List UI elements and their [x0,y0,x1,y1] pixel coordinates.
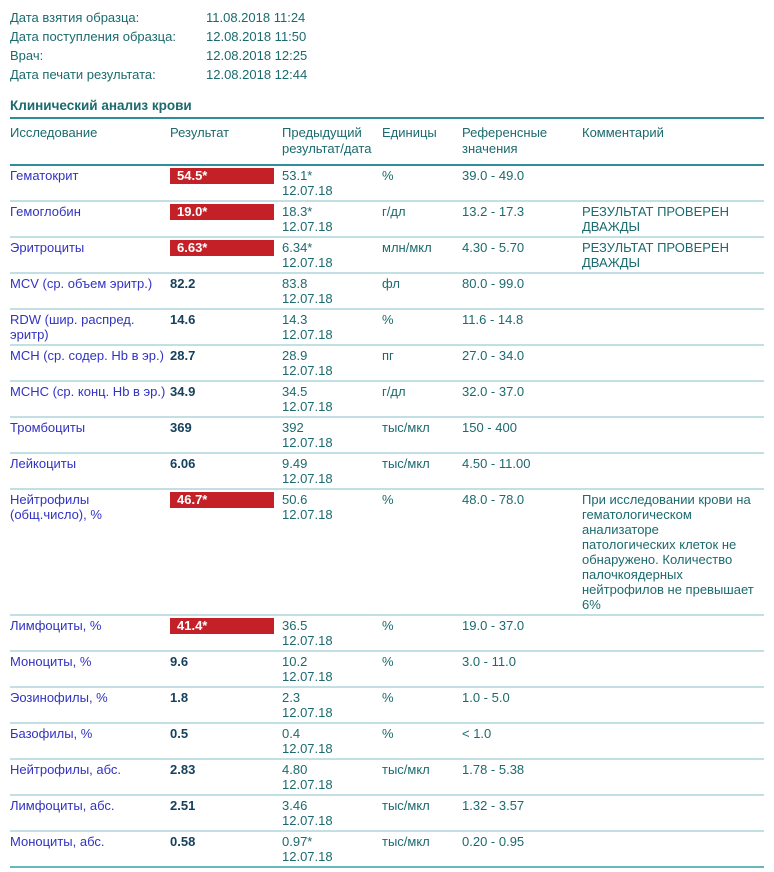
test-name-label: Гематокрит [10,168,79,183]
table-row [10,651,764,687]
previous-result-cell [282,687,382,723]
test-name-cell [10,651,170,687]
test-name-cell [10,381,170,417]
previous-date: 12.07.18 [282,471,333,486]
test-name-cell [10,687,170,723]
units-cell [382,831,462,867]
result-cell [170,795,282,831]
test-name-cell [10,723,170,759]
section-title: Клинический анализ крови [10,98,192,113]
previous-result-cell [282,831,382,867]
table-row [10,201,764,237]
previous-result-cell [282,309,382,345]
units-value: тыс/мкл [382,762,430,777]
comment-cell [582,237,764,273]
meta-label: Врач: [10,48,44,63]
previous-value: 392 [282,420,304,435]
units-value: тыс/мкл [382,420,430,435]
units-cell [382,237,462,273]
previous-result-cell [282,273,382,309]
comment-text: РЕЗУЛЬТАТ ПРОВЕРЕН ДВАЖДЫ [582,204,729,234]
result-cell [170,309,282,345]
result-cell [170,651,282,687]
reference-range-cell [462,795,582,831]
reference-range-value: 13.2 - 17.3 [462,204,525,219]
previous-value: 53.1* [282,168,313,183]
previous-date: 12.07.18 [282,291,333,306]
previous-value: 2.3 [282,690,301,705]
col-header-units: Единицы [382,118,462,165]
reference-range-value: 48.0 - 78.0 [462,492,525,507]
result-value: 34.9 [170,384,196,399]
reference-range-cell [462,273,582,309]
units-value: тыс/мкл [382,798,430,813]
previous-value: 3.46 [282,798,308,813]
table-row [10,489,764,615]
result-value: 9.6 [170,654,189,669]
units-cell [382,345,462,381]
units-cell [382,687,462,723]
units-cell [382,651,462,687]
meta-row [10,27,764,46]
result-cell [170,165,282,201]
result-cell [170,237,282,273]
test-name-label: MCH (ср. содер. Hb в эр.) [10,348,164,363]
previous-value: 0.4 [282,726,301,741]
reference-range-value: 4.30 - 5.70 [462,240,525,255]
test-name-label: Нейтрофилы (общ.число), % [10,492,102,522]
reference-range-value: 0.20 - 0.95 [462,834,525,849]
previous-date: 12.07.18 [282,813,333,828]
reference-range-cell [462,615,582,651]
test-name-cell [10,417,170,453]
col-header-result: Результат [170,118,282,165]
previous-result-cell [282,237,382,273]
previous-value: 36.5 [282,618,308,633]
comment-cell [582,345,764,381]
meta-label: Дата поступления образца: [10,29,176,44]
col-header-reference: Референсные значения [462,118,582,165]
result-value: 41.4* [170,618,274,634]
previous-date: 12.07.18 [282,741,333,756]
previous-date: 12.07.18 [282,255,333,270]
test-name-cell [10,831,170,867]
result-value: 6.63* [170,240,274,256]
test-name-cell [10,273,170,309]
comment-cell [582,615,764,651]
result-cell [170,201,282,237]
reference-range-value: 80.0 - 99.0 [462,276,525,291]
meta-row [10,8,764,27]
units-value: % [382,312,394,327]
units-cell [382,165,462,201]
test-name-cell [10,795,170,831]
units-cell [382,723,462,759]
previous-value: 6.34* [282,240,313,255]
test-name-label: RDW (шир. распред. эритр) [10,312,135,342]
previous-result-cell [282,201,382,237]
reference-range-value: 3.0 - 11.0 [462,654,516,669]
reference-range-cell [462,309,582,345]
previous-value: 50.6 [282,492,308,507]
previous-value: 14.3 [282,312,308,327]
test-name-cell [10,165,170,201]
previous-date: 12.07.18 [282,435,333,450]
reference-range-cell [462,489,582,615]
meta-row [10,65,764,84]
previous-date: 12.07.18 [282,399,333,414]
previous-result-cell [282,489,382,615]
test-name-label: Моноциты, абс. [10,834,105,849]
test-name-cell [10,615,170,651]
comment-cell [582,417,764,453]
reference-range-cell [462,651,582,687]
units-cell [382,795,462,831]
previous-value: 4.80 [282,762,308,777]
reference-range-cell [462,723,582,759]
test-name-cell [10,237,170,273]
comment-cell [582,273,764,309]
units-cell [382,273,462,309]
result-value: 0.58 [170,834,196,849]
test-name-cell [10,759,170,795]
result-value: 1.8 [170,690,189,705]
reference-range-cell [462,831,582,867]
meta-value: 12.08.2018 12:44 [206,67,308,82]
reference-range-value: 32.0 - 37.0 [462,384,525,399]
test-name-label: Моноциты, % [10,654,92,669]
col-header-comment: Комментарий [582,118,764,165]
reference-range-value: 27.0 - 34.0 [462,348,525,363]
table-row [10,831,764,867]
previous-date: 12.07.18 [282,183,333,198]
reference-range-cell [462,237,582,273]
previous-date: 12.07.18 [282,327,333,342]
test-name-label: Тромбоциты [10,420,86,435]
table-row [10,417,764,453]
previous-result-cell [282,165,382,201]
units-value: фл [382,276,400,291]
comment-cell [582,651,764,687]
previous-result-cell [282,381,382,417]
previous-date: 12.07.18 [282,669,333,684]
comment-cell [582,201,764,237]
test-name-label: Лейкоциты [10,456,77,471]
comment-cell [582,831,764,867]
comment-cell [582,453,764,489]
result-value: 46.7* [170,492,274,508]
reference-range-cell [462,381,582,417]
test-name-cell [10,345,170,381]
previous-date: 12.07.18 [282,777,333,792]
previous-date: 12.07.18 [282,849,333,864]
test-name-label: Лимфоциты, % [10,618,102,633]
result-cell [170,687,282,723]
test-name-cell [10,489,170,615]
previous-value: 28.9 [282,348,308,363]
previous-result-cell [282,615,382,651]
test-name-label: Лимфоциты, абс. [10,798,115,813]
comment-cell [582,381,764,417]
reference-range-value: 4.50 - 11.00 [462,456,531,471]
units-value: пг [382,348,394,363]
units-value: % [382,492,394,507]
result-value: 54.5* [170,168,274,184]
result-cell [170,489,282,615]
units-cell [382,381,462,417]
reference-range-cell [462,687,582,723]
units-value: % [382,726,394,741]
result-cell [170,831,282,867]
result-value: 19.0* [170,204,274,220]
meta-value: 11.08.2018 11:24 [206,10,306,25]
meta-value: 12.08.2018 12:25 [206,48,308,63]
previous-value: 9.49 [282,456,308,471]
comment-cell [582,489,764,615]
reference-range-cell [462,417,582,453]
units-cell [382,309,462,345]
previous-date: 12.07.18 [282,633,333,648]
meta-label: Дата взятия образца: [10,10,140,25]
result-value: 369 [170,420,192,435]
table-row [10,345,764,381]
previous-date: 12.07.18 [282,219,333,234]
table-row [10,759,764,795]
report-meta [10,8,764,84]
previous-result-cell [282,345,382,381]
table-row [10,237,764,273]
units-value: тыс/мкл [382,834,430,849]
test-name-label: MCV (ср. объем эритр.) [10,276,153,291]
test-name-cell [10,201,170,237]
units-cell [382,615,462,651]
result-cell [170,453,282,489]
comment-cell [582,759,764,795]
reference-range-cell [462,345,582,381]
reference-range-value: 1.0 - 5.0 [462,690,510,705]
previous-value: 18.3* [282,204,313,219]
units-value: % [382,690,394,705]
comment-text: При исследовании крови на гематологическом анализаторе патологических клеток не обнаружено. Количество палочкоядерных нейтрофилов не превышает 6% [582,492,754,612]
reference-range-value: 150 - 400 [462,420,517,435]
test-name-cell [10,309,170,345]
previous-date: 12.07.18 [282,705,333,720]
reference-range-value: 19.0 - 37.0 [462,618,525,633]
previous-result-cell [282,759,382,795]
meta-row [10,46,764,65]
reference-range-value: 1.32 - 3.57 [462,798,525,813]
result-value: 82.2 [170,276,196,291]
reference-range-value: 39.0 - 49.0 [462,168,525,183]
results-table-body [10,165,764,867]
result-cell [170,381,282,417]
comment-cell [582,795,764,831]
previous-value: 83.8 [282,276,308,291]
previous-value: 0.97* [282,834,313,849]
units-value: млн/мкл [382,240,432,255]
result-cell [170,345,282,381]
results-table-header [10,118,764,165]
test-name-label: MCHC (ср. конц. Hb в эр.) [10,384,166,399]
units-cell [382,201,462,237]
previous-date: 12.07.18 [282,363,333,378]
units-value: тыс/мкл [382,456,430,471]
result-value: 0.5 [170,726,189,741]
meta-label: Дата печати результата: [10,67,156,82]
units-value: г/дл [382,384,406,399]
col-header-test: Исследование [10,118,170,165]
units-cell [382,759,462,795]
col-header-previous: Предыдущий результат/дата [282,118,382,165]
units-value: % [382,168,394,183]
reference-range-value: < 1.0 [462,726,492,741]
result-cell [170,417,282,453]
test-name-label: Гемоглобин [10,204,81,219]
comment-text: РЕЗУЛЬТАТ ПРОВЕРЕН ДВАЖДЫ [582,240,729,270]
previous-result-cell [282,651,382,687]
table-row [10,687,764,723]
table-row [10,615,764,651]
units-value: % [382,654,394,669]
previous-result-cell [282,417,382,453]
meta-value: 12.08.2018 11:50 [206,29,307,44]
result-cell [170,273,282,309]
units-cell [382,489,462,615]
table-row [10,381,764,417]
units-value: г/дл [382,204,406,219]
table-row [10,453,764,489]
result-value: 14.6 [170,312,196,327]
table-row [10,723,764,759]
previous-result-cell [282,453,382,489]
previous-value: 34.5 [282,384,308,399]
comment-cell [582,687,764,723]
result-value: 28.7 [170,348,196,363]
reference-range-cell [462,165,582,201]
comment-cell [582,723,764,759]
reference-range-value: 11.6 - 14.8 [462,312,524,327]
test-name-label: Эозинофилы, % [10,690,108,705]
comment-cell [582,165,764,201]
previous-value: 10.2 [282,654,308,669]
units-value: % [382,618,394,633]
table-row [10,309,764,345]
results-table [10,117,764,868]
table-row [10,273,764,309]
test-name-cell [10,453,170,489]
result-value: 2.83 [170,762,196,777]
units-cell [382,453,462,489]
comment-cell [582,309,764,345]
result-cell [170,759,282,795]
previous-result-cell [282,795,382,831]
test-name-label: Нейтрофилы, абс. [10,762,122,777]
result-cell [170,723,282,759]
test-name-label: Базофилы, % [10,726,93,741]
reference-range-value: 1.78 - 5.38 [462,762,525,777]
table-row [10,795,764,831]
table-row [10,165,764,201]
previous-result-cell [282,723,382,759]
previous-date: 12.07.18 [282,507,333,522]
reference-range-cell [462,201,582,237]
reference-range-cell [462,759,582,795]
result-cell [170,615,282,651]
result-value: 2.51 [170,798,196,813]
reference-range-cell [462,453,582,489]
test-name-label: Эритроциты [10,240,85,255]
result-value: 6.06 [170,456,196,471]
units-cell [382,417,462,453]
